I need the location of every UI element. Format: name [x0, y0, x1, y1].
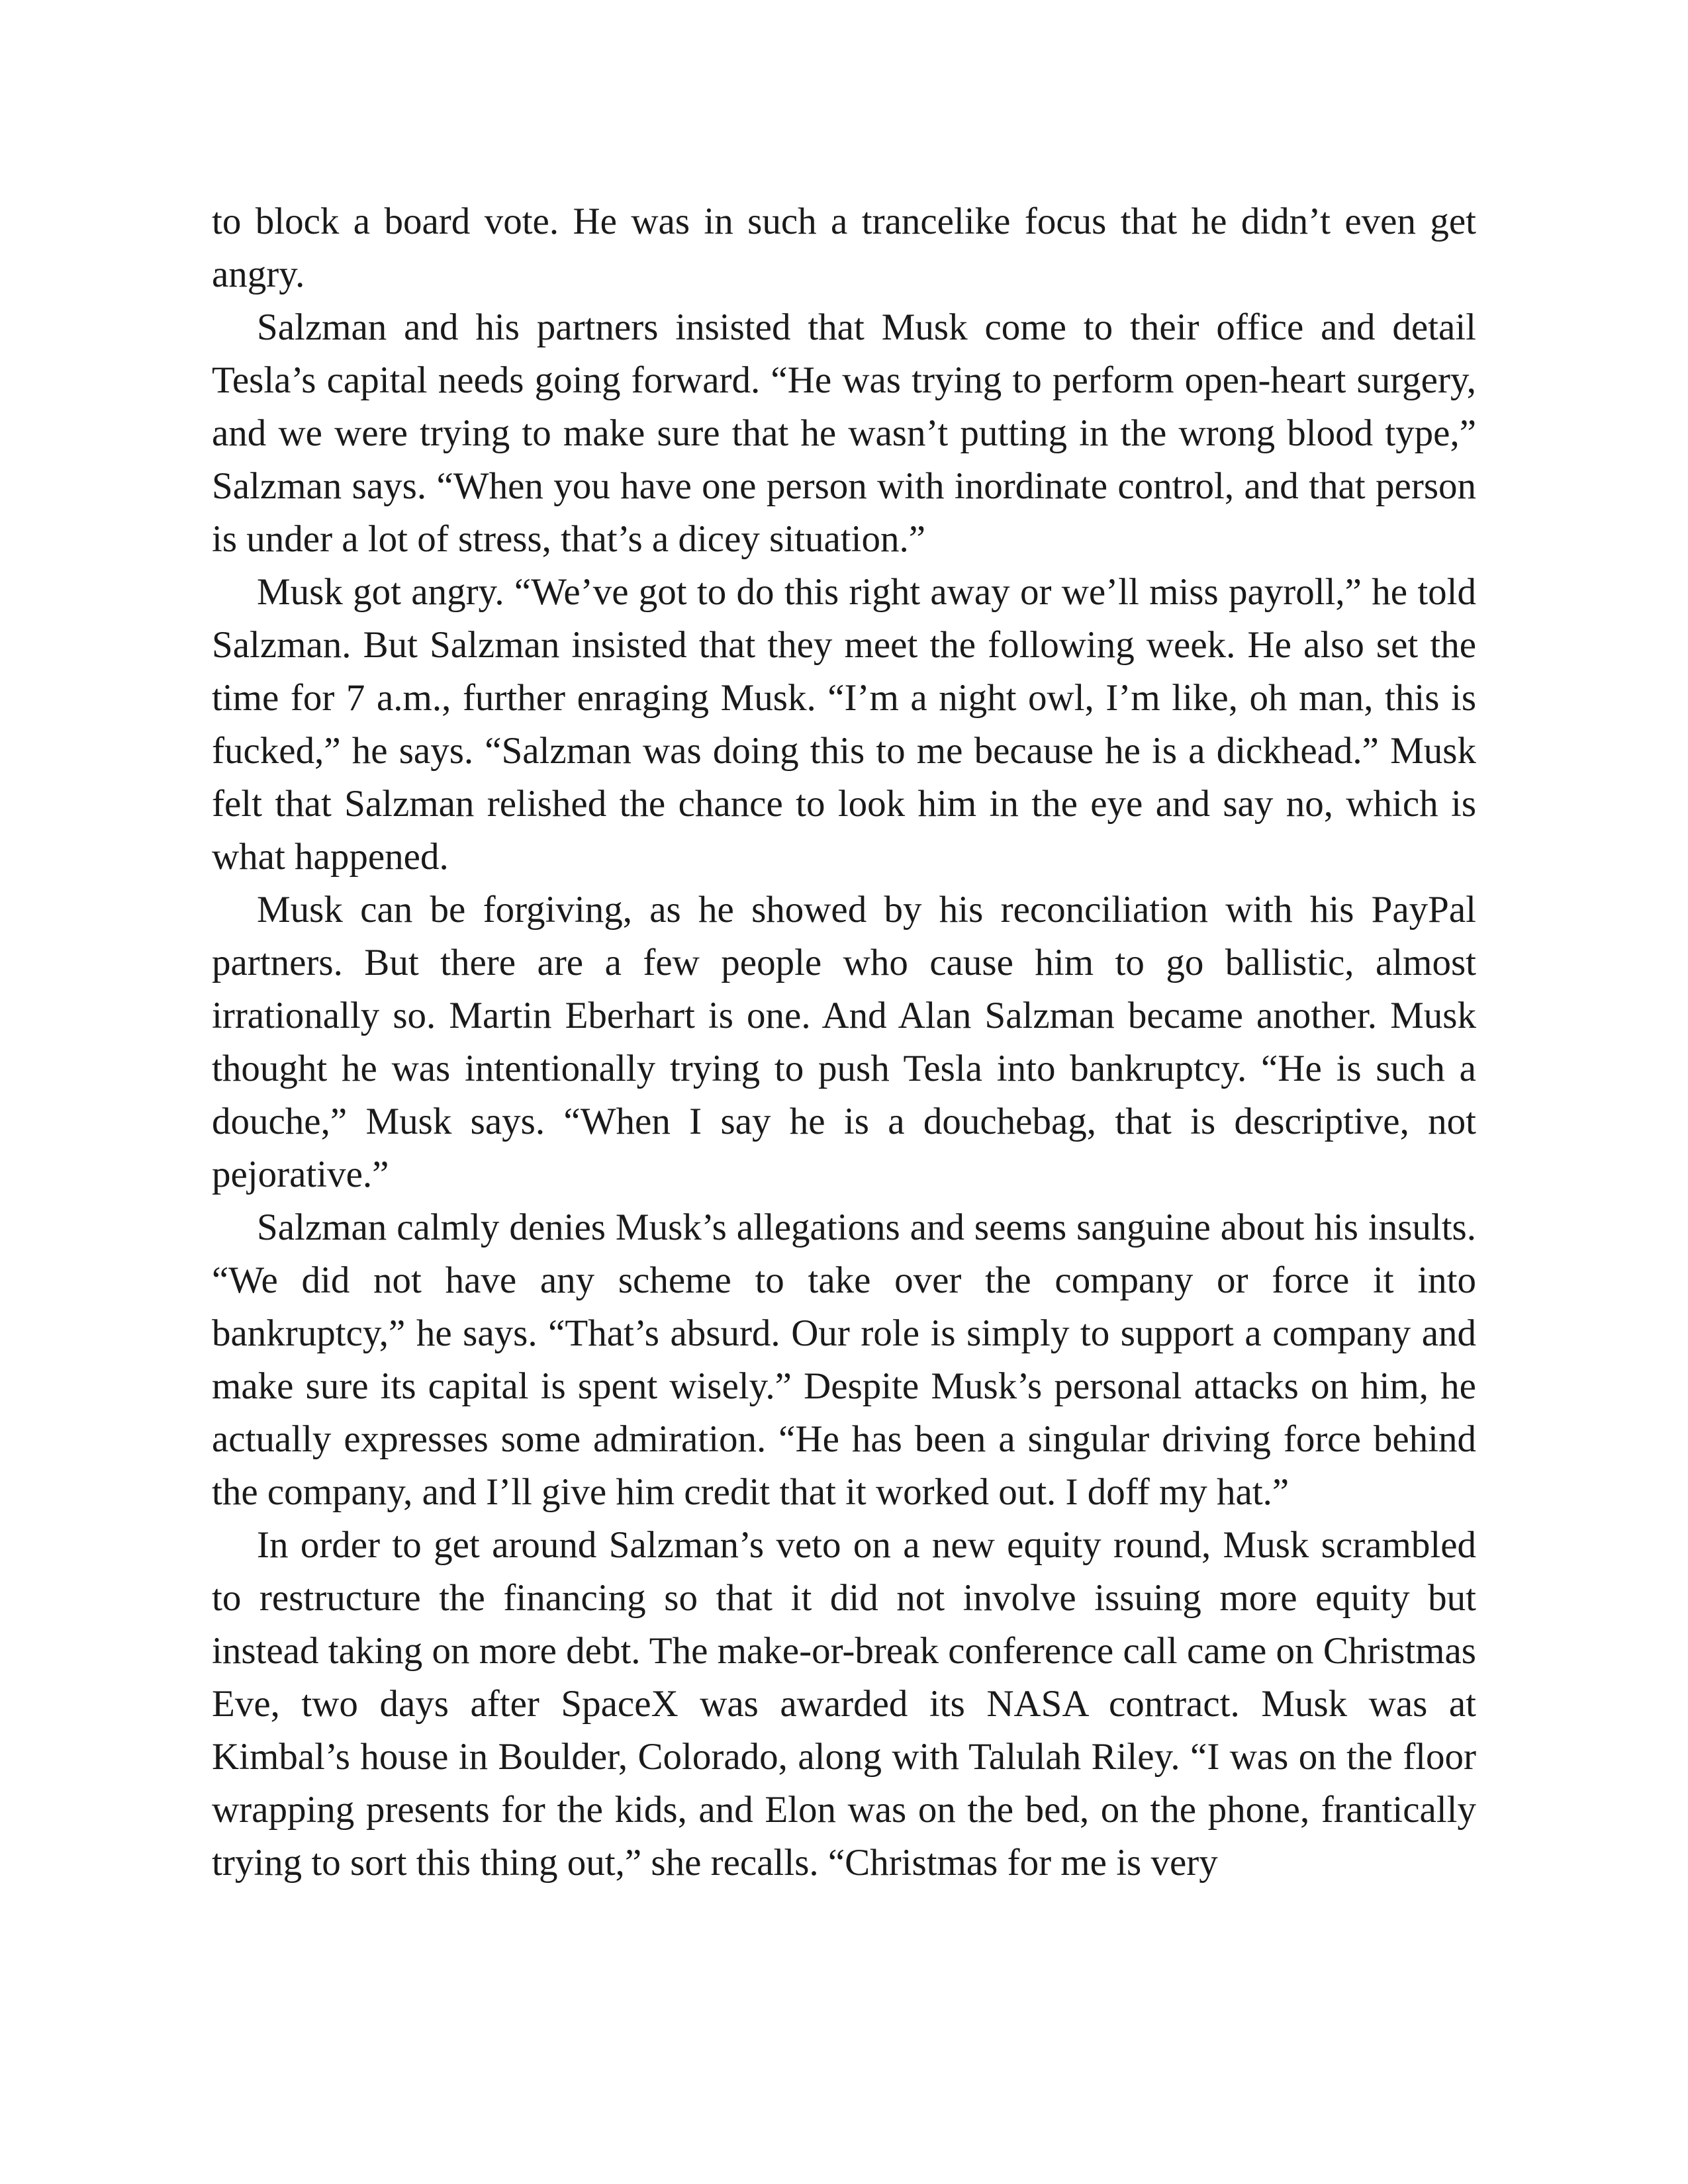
- paragraph-1: to block a board vote. He was in such a trancelike focus that he didn’t even get angry.: [212, 201, 1476, 295]
- paragraph-5: Salzman calmly denies Musk’s allegations and seems sanguine about his insults. “We did not have any scheme to take over the company or force it into bankruptcy,” he says. “That’s absurd. Our role is simply to support a company and make sure its capital is spent wisely.” Despite Musk’s personal attacks on him, he actually expresses some admiration. “He has been a singular driving force behind the company, and I’ll give him credit that it worked out. I doff my hat.”: [212, 1206, 1476, 1513]
- paragraph-2: Salzman and his partners insisted that Musk come to their office and detail Tesla’s capital needs going forward. “He was trying to perform open-heart surgery, and we were trying to make sure that he wasn’t putting in the wrong blood type,” Salzman says. “When you have one person with inordinate control, and that person is under a lot of stress, that’s a dicey situation.”: [212, 306, 1476, 560]
- page-body: [212, 195, 1476, 1889]
- paragraph-3: Musk got angry. “We’ve got to do this right away or we’ll miss payroll,” he told Salzman. But Salzman insisted that they meet the following week. He also set the time for 7 a.m., further enraging Musk. “I’m a night owl, I’m like, oh man, this is fucked,” he says. “Salzman was doing this to me because he is a dickhead.” Musk felt that Salzman relished the chance to look him in the eye and say no, which is what happened.: [212, 571, 1476, 878]
- paragraph-4: Musk can be forgiving, as he showed by his reconciliation with his PayPal partners. But there are a few people who cause him to go ballistic, almost irrationally so. Martin Eberhart is one. And Alan Salzman became another. Musk thought he was intentionally trying to push Tesla into bankruptcy. “He is such a douche,” Musk says. “When I say he is a douchebag, that is descriptive, not pejorative.”: [212, 889, 1476, 1195]
- paragraph-6: In order to get around Salzman’s veto on a new equity round, Musk scrambled to restructure the financing so that it did not involve issuing more equity but instead taking on more debt. The make-or-break conference call came on Christmas Eve, two days after SpaceX was awarded its NASA contract. Musk was at Kimbal’s house in Boulder, Colorado, along with Talulah Riley. “I was on the floor wrapping presents for the kids, and Elon was on the bed, on the phone, frantically trying to sort this thing out,” she recalls. “Christmas for me is very: [212, 1524, 1476, 1884]
